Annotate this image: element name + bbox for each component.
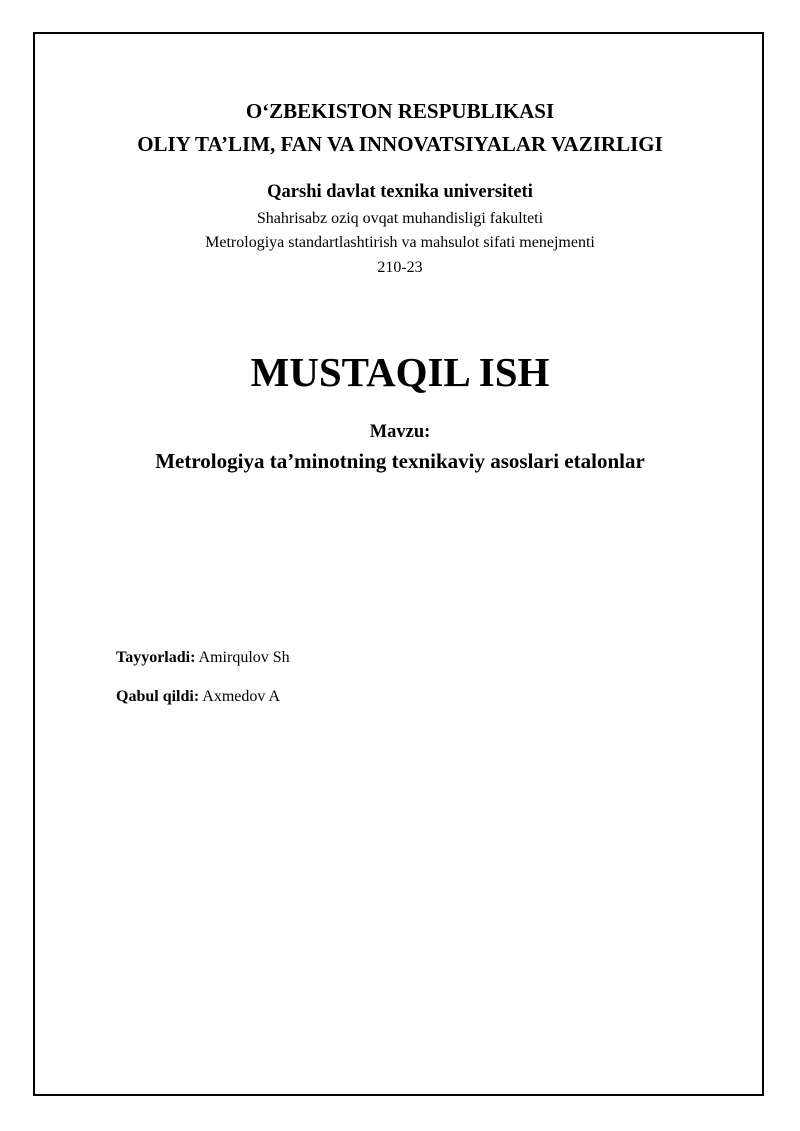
prepared-by-name: Amirqulov Sh [198, 649, 290, 666]
accepted-by-label: Qabul qildi: [116, 688, 200, 705]
prepared-by-label: Tayyorladi: [116, 649, 196, 666]
document-title: MUSTAQIL ISH [250, 349, 550, 395]
country-heading: O‘ZBEKISTON RESPUBLIKASI [245, 99, 555, 123]
faculty-name: Shahrisabz oziq ovqat muhandisligi fakulteti [256, 210, 544, 227]
accepted-by [116, 689, 280, 705]
topic-label: Mavzu: [369, 422, 431, 442]
topic-text: Metrologiya ta’minotning texnikaviy asoslari etalonlar [155, 449, 645, 473]
prepared-by [116, 650, 290, 666]
group-number: 210-23 [377, 259, 423, 276]
university-name: Qarshi davlat texnika universiteti [267, 182, 533, 202]
department-name: Metrologiya standartlashtirish va mahsulot sifati menejmenti [205, 234, 595, 251]
accepted-by-name: Axmedov A [202, 688, 281, 705]
ministry-heading: OLIY TA’LIM, FAN VA INNOVATSIYALAR VAZIRLIGI [137, 132, 663, 156]
